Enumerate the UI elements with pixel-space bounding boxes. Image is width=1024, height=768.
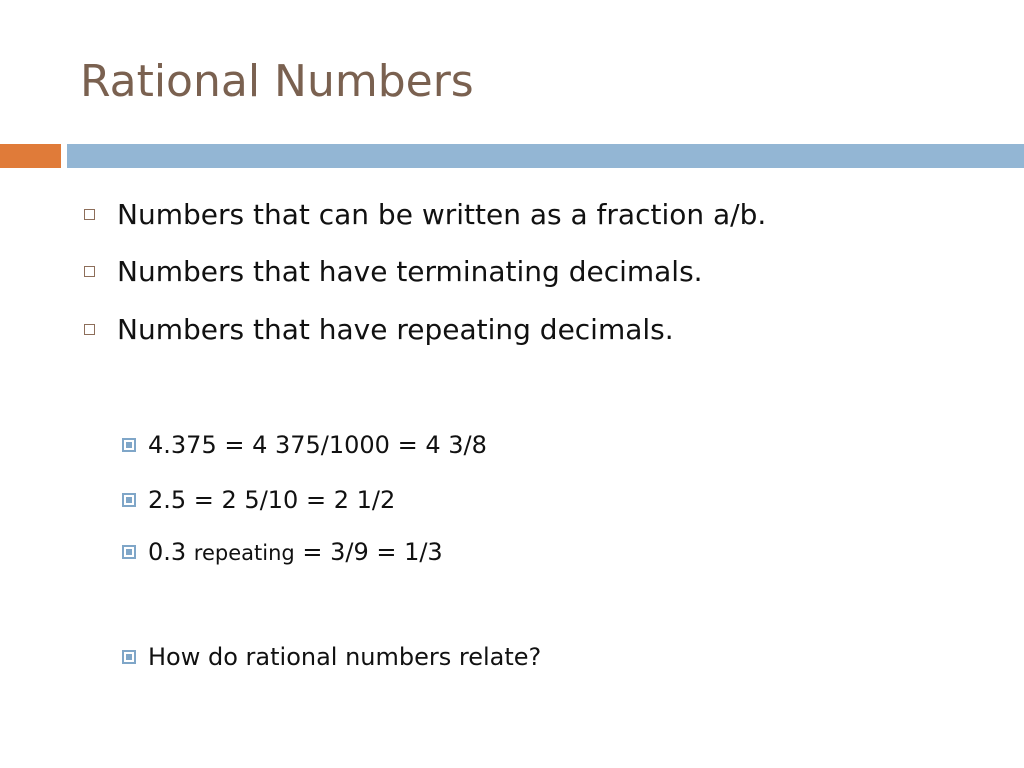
hollow-square-icon [84,266,95,277]
sub-bullet-suffix: = 3/9 = 1/3 [294,538,443,566]
boxed-square-icon [122,545,136,559]
sub-bullet-item [122,425,982,465]
title-divider-bar [67,144,1024,168]
sub-bullet-item [122,532,982,572]
sub-bullet-item [122,480,982,520]
hollow-square-icon [84,324,95,335]
sub-bullet-text: How do rational numbers relate? [148,643,542,671]
bullet-text: Numbers that have repeating decimals. [117,312,674,346]
sub-bullet-small-word: repeating [193,541,295,565]
bullet-text: Numbers that have terminating decimals. [117,254,703,288]
boxed-square-icon [122,438,136,452]
slide-title: Rational Numbers [80,56,474,107]
hollow-square-icon [84,209,95,220]
sub-bullet-prefix: 0.3 [148,538,194,566]
sub-bullet-text [148,538,443,566]
bullet-item [80,192,980,236]
title-accent-bar [0,144,61,168]
boxed-square-icon [122,650,136,664]
sub-bullet-text: 4.375 = 4 375/1000 = 4 3/8 [148,431,487,459]
boxed-square-icon [122,493,136,507]
bullet-item [80,249,980,293]
bullet-text: Numbers that can be written as a fraction a/b. [117,197,767,231]
sub-bullet-item [122,637,982,677]
bullet-item [80,307,980,351]
sub-bullet-text: 2.5 = 2 5/10 = 2 1/2 [148,486,396,514]
